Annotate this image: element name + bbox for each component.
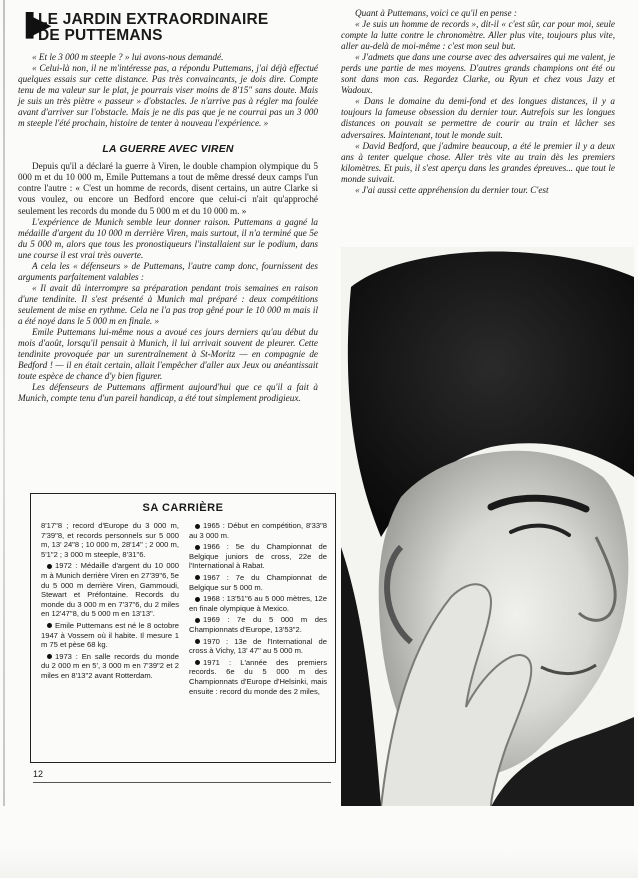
bullet-icon [195,618,200,623]
career-entry-text: 1971 : L'année des premiers records. 6e du 5 000 m des Championnats d'Europe d'Helsinki, mais ensuite : record du monde des 2 miles, [189,657,327,696]
portrait-photo [341,247,634,807]
bullet-icon [195,524,200,529]
career-box [30,493,336,763]
career-entry-text: 1972 : Médaille d'argent du 10 000 m à Munich derrière Viren en 27'39"6, 5e du 5 000 m derrière Viren, Gammoudi, Stewart et Préfontaine. Records du monde du 3 000 m en 7'37"6, du 2 miles en 12'47"8, du 5 000 m en 13'13". [41,561,179,619]
career-entry [41,621,179,650]
career-title: SA CARRIÈRE [142,502,224,514]
bullet-icon [195,639,200,644]
bullet-icon [47,564,52,569]
career-entry [189,637,327,656]
article-title [38,12,318,44]
career-columns [41,521,327,698]
left-column [18,12,318,404]
career-entry [41,521,179,559]
section-paragraph: Emile Puttemans lui-même nous a avoué ces jours derniers qu'au début du mois d'août, lorsqu'il pensait à Munich, il lui arrivait souvent de pleurer. Cette tendinite provoquée par un surentraînement à St-Moritz — en compagnie de Bedford ! — il en était certain, allait l'empêcher d'aller aux Jeux ou anéantissait toute espèce de chance d'y bien figurer. [18,327,318,382]
section-text [18,161,318,404]
portrait-illustration [341,247,634,807]
section-paragraph: Depuis qu'il a déclaré la guerre à Viren, le double champion olympique du 5 000 m et du 10 000 m, Emile Puttemans a tout de même dressé deux camps l'un contre l'autre : « C'est un homme de records, disent certains, un autre Clarke si vous voulez, ou encore un Bedford encore que celui-ci n'ait qu'approché seulement les records du monde du 5 000 m et du 10 000 m. » [18,161,318,216]
career-entry [189,594,327,613]
career-entry-text: 1967 : 7e du Championnat de Belgique sur 5 000 m. [189,572,327,592]
bullet-icon [195,660,200,665]
page-bottom-margin [0,806,638,878]
bullet-icon [47,654,52,659]
career-entry-text: 1966 : 5e du Championnat de Belgique juniors de cross, 22e de l'International à Rabat. [189,542,327,571]
right-paragraph: « J'admets que dans une course avec des adversaires qui me valent, je perds une partie de mes moyens. D'autres grands champions ont été ou sont dans mon cas. Regardez Clarke, ou Ryun et chez vous Jazy et Wadoux. [341,52,615,96]
career-entry [41,561,179,619]
career-left-column [41,521,179,698]
bullet-icon [195,575,200,580]
page-number: 12 [33,769,44,779]
career-entry-text: 8'17"8 ; record d'Europe du 3 000 m, 7'39"8, et records personnels sur 5 000 m, 13' 24"8 ; 10 000 m, 28'14" ; 2 000 m, 5'1"2 ; 3 000 m steeple, 8'31"6. [41,521,179,559]
career-entry [41,652,179,681]
intro-text [18,52,318,129]
right-paragraph: « David Bedford, que j'admire beaucoup, a été le premier il y a deux ans à tenter quelque chose. Aller très vite au train dès les premiers kilomètres. Et puis, il s'est aperçu dans les grandes épreuves... que tout le monde suivait. [341,140,615,184]
career-entry-text: Emile Puttemans est né le 8 octobre 1947 à Vossem où il habite. Il mesure 1 m 75 et pèse 68 kg. [41,620,179,650]
career-entry [189,542,327,571]
right-paragraph: Quant à Puttemans, voici ce qu'il en pense : [355,8,517,18]
right-paragraph: « Dans le domaine du demi-fond et des longues distances, il y a toujours la fameuse obsession du dernier tour. Autrefois sur les longues distances on pouvait se permettre de courir au train et lâcher ses adversaires. Maintenant, tout le monde suit. [341,96,615,140]
intro-paragraph: « Et le 3 000 m steeple ? » lui avons-nous demandé. [32,52,224,62]
career-entry-text: 1968 : 13'51"6 au 5 000 mètres, 12e en finale olympique à Mexico. [189,594,327,613]
section-title: LA GUERRE AVEC VIREN [102,143,234,156]
right-paragraph: « J'ai aussi cette appréhension du dernier tour. C'est [355,184,549,195]
scan-binding-shadow [3,0,5,878]
page-divider [33,782,331,783]
career-entry [189,521,327,540]
section-paragraph: Les défenseurs de Puttemans affirment aujourd'hui que ce qu'il a fait à Munich, compte tenu d'un pareil handicap, a été tout simplement prodigieux. [18,382,318,404]
section-paragraph: « Il avait dû interrompre sa préparation pendant trois semaines en raison d'une tendinite. Il s'est présenté à Munich mal préparé : deux compétitions seulement de mise en rythme. Cela ne l'a pas trop gêné pour le 10 000 m mais il a été noyé dans le 5 000 m en finale. » [18,282,318,326]
right-paragraph: « Je suis un homme de records », dit-il « c'est sûr, car pour moi, seule compte la lutte contre le chronomètre. Aller plus vite, toujours plus vite, aller au-delà de moi-même : c'est mon seul but. [341,19,615,52]
right-text [341,8,615,196]
bullet-icon [47,623,52,628]
title-marker-icon: ▐▶ [18,12,51,37]
bullet-icon [195,597,200,602]
career-entry-text: 1970 : 13e de l'International de cross à Vichy, 13' 47" au 5 000 m. [189,636,327,656]
career-entry [189,658,327,696]
bullet-icon [195,545,200,550]
right-column [341,8,615,196]
section-paragraph: L'expérience de Munich semble leur donner raison. Puttemans a gagné la médaille d'argent du 10 000 m derrière Viren, mais surtout, il n'a terminé que 5e du 5 000 m, alors que tous les pronostiqueurs l'installaient sur le podium, dans une course il est vrai très ouverte. [18,216,318,260]
section-paragraph: A cela les « défenseurs » de Puttemans, l'autre camp donc, fournissent des arguments parfaitement valables : [18,260,318,282]
career-entry-text: 1969 : 7e du 5 000 m des Championnats d'Europe, 13'53"2. [189,615,327,634]
intro-paragraph: « Celui-là non, il ne m'intéresse pas, a répondu Puttemans, j'ai déjà effectué quelques essais sur cette distance. Pas très convaincants, je dois dire. Compte tenu de ma valeur sur le plat, je pourrais viser moins de 8'15" sans doute. Mais je suis un très piètre « passeur » d'obstacles. Je n'arrive pas à régler ma foulée avant d'arriver sur l'obstacle. Mais je ne dis pas que je ne courrai pas un 3 000 m steeple l'été prochain, histoire de tenter à nouveau l'expérience. » [18,63,318,129]
career-right-column [189,521,327,698]
article-headline [18,12,318,44]
title-line-2: DE PUTTEMANS [38,27,163,44]
career-entry-text: 1973 : En salle records du monde du 2 000 m en 5', 3 000 m en 7'39"2 et 2 miles en 8'13"2 avant Rotterdam. [41,651,179,680]
career-entry-text: 1965 : Début en compétition, 8'33"8 au 3 000 m. [189,521,327,540]
career-entry [189,573,327,592]
career-entry [189,615,327,634]
title-line-1: LE JARDIN EXTRAORDINAIRE [38,11,269,28]
